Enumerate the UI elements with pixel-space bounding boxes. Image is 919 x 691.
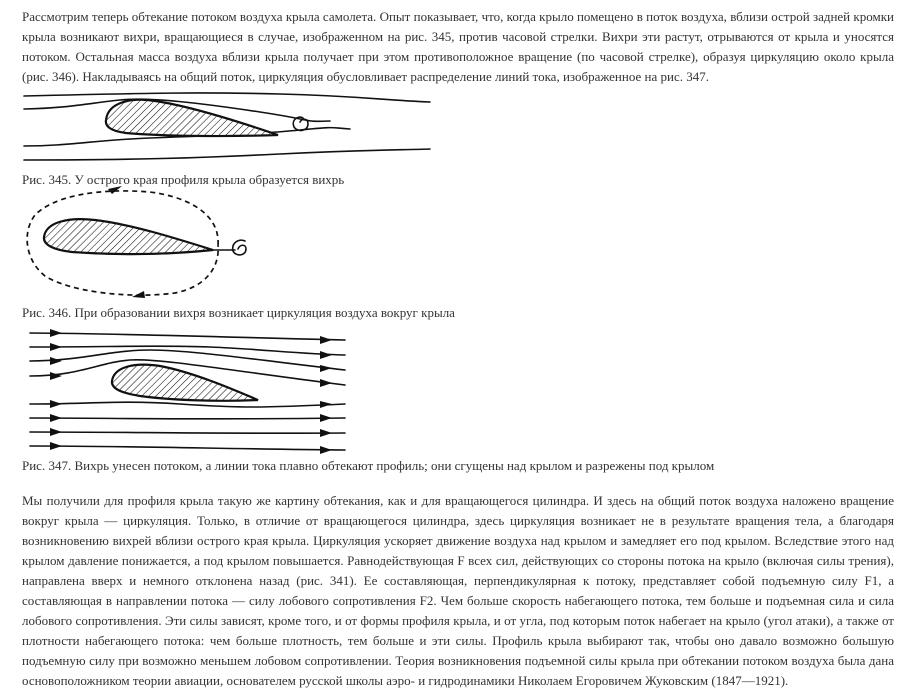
figure-347-diagram [30, 329, 345, 454]
wing-profile-346 [44, 219, 213, 254]
figure-347-caption: Рис. 347. Вихрь унесен потоком, а линии тока плавно обтекают профиль; они сгущены над крылом и разрежены под крылом [22, 458, 715, 473]
figure-345-caption: Рис. 345. У острого края профиля крыла образуется вихрь [22, 172, 345, 187]
wing-profile-345 [106, 100, 278, 136]
vortex-curl-346 [233, 240, 246, 255]
intro-paragraph: Рассмотрим теперь обтекание потоком воздуха крыла самолета. Опыт показывает, что, когда крыло помещено в поток воздуха, вблизи острой задней кромки крыла возникают вихри, вращающиеся в случае, изображенном на рис. 345, против часовой стрелки. Вихри эти растут, отрываются от крыла и уносятся потоком. Остальная масса воздуха вблизи крыла получает при этом противоположное вращение (по часовой стрелке), образуя циркуляцию около крыла (рис. 346). Накладываясь на общий поток, циркуляция обусловливает распределение линий тока, изображенное на рис. 347. [22, 9, 894, 84]
lift-explanation-paragraph: Мы получили для профиля крыла такую же картину обтекания, как и для вращающегося цилиндра. И здесь на общий поток воздуха наложено вращение вокруг крыла — циркуляция. Только, в отличие от вращающегося цилиндра, здесь циркуляция возникает не в результате вращения тела, а благодаря возникновению вихрей вблизи острого края крыла. Циркуляция ускоряет движение воздуха над крылом и замедляет его под крылом. Вследствие этого над крылом давление понижается, а под крылом повышается. Равнодействующая F всех сил, действующих со стороны потока на крыло (включая силы трения), направлена вверх и немного отклонена назад (рис. 341). Ее составляющая, перпендикулярная к потоку, представляет собой подъемную силу F1, а составляющая в направлении потока — силу лобового сопротивления F2. Чем больше скорость набегающего потока, тем больше и подъемная сила и сила лобового сопротивления. Эти силы зависят, кроме того, и от формы профиля крыла, и от угла, под которым поток набегает на крыло (угол атаки), а также от плотности набегающего потока: чем больше плотность, тем больше и эти силы. Профиль крыла выбирают так, чтобы оно давало возможно большую подъемную силу при возможно меньшем лобовом сопротивлении. Теория возникновения подъемной силы крыла при обтекании потоком воздуха была дана основоположником теории авиации, основателем русской школы аэро- и гидродинамики Николаем Егоровичем Жуковским (1847—1921). [22, 493, 894, 688]
figure-345-diagram [24, 93, 430, 160]
figure-346-diagram [27, 186, 246, 298]
figure-346-caption: Рис. 346. При образовании вихря возникает циркуляция воздуха вокруг крыла [22, 305, 455, 320]
